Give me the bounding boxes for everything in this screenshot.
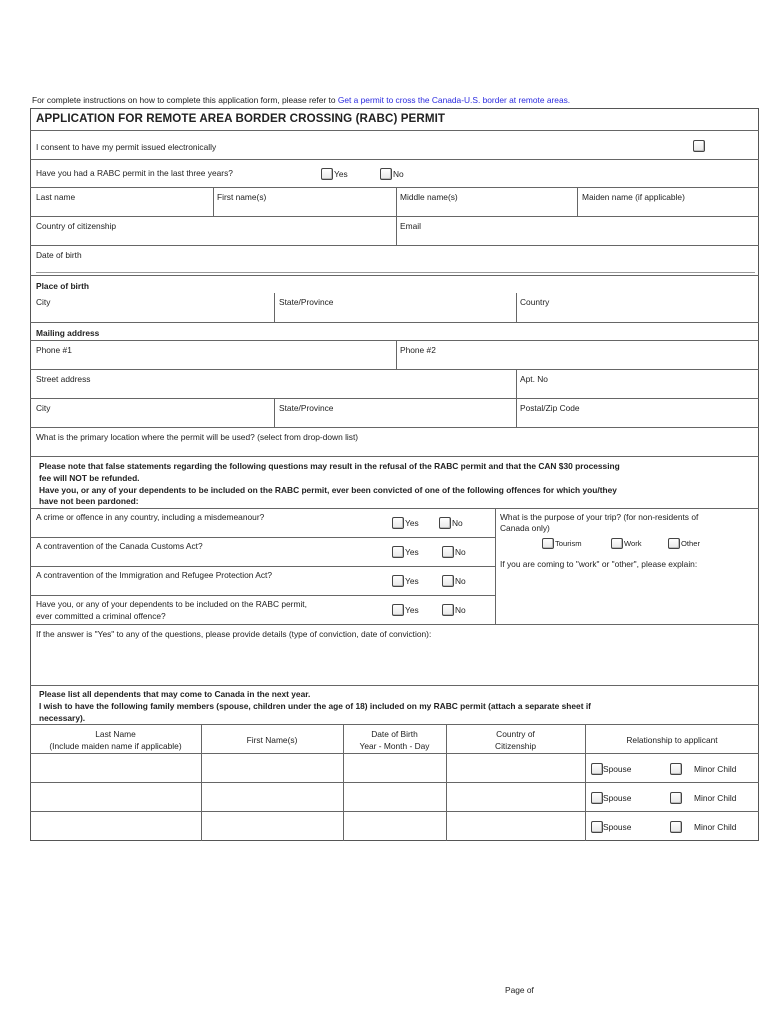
- crime-no-checkbox[interactable]: [439, 517, 451, 529]
- purpose-question-line1: What is the purpose of your trip? (for non-residents of: [500, 512, 699, 522]
- divider: [30, 130, 759, 131]
- warning-note-line4: have not been pardoned:: [39, 496, 139, 506]
- prior-permit-no-checkbox[interactable]: [380, 168, 392, 180]
- instructions-text: For complete instructions on how to complete this application form, please refer to: [32, 95, 338, 105]
- primary-location-label: What is the primary location where the permit will be used? (select from drop-down list): [36, 432, 359, 442]
- spouse-checkbox[interactable]: [591, 792, 603, 804]
- col-dob-line2: Year - Month - Day: [359, 741, 430, 751]
- tourism-label: Tourism: [555, 539, 582, 548]
- criminal-yes-checkbox[interactable]: [392, 604, 404, 616]
- criminal-yes-label: Yes: [405, 605, 419, 615]
- phone2-label: Phone #2: [400, 345, 436, 355]
- divider: [30, 340, 759, 341]
- warning-note-line3: Have you, or any of your dependents to be included on the RABC permit, ever been convicted of one of the following offences for which you/they: [39, 485, 617, 495]
- consent-label: I consent to have my permit issued electronically: [36, 142, 217, 152]
- birth-city-label: City: [36, 297, 51, 307]
- instructions-line: [32, 95, 570, 105]
- crime-question: A crime or offence in any country, including a misdemeanour?: [36, 512, 265, 522]
- customs-no-checkbox[interactable]: [442, 546, 454, 558]
- criminal-no-checkbox[interactable]: [442, 604, 454, 616]
- crime-no-label: No: [452, 518, 463, 528]
- first-names-label: First name(s): [217, 192, 267, 202]
- dob-underline: [36, 272, 755, 273]
- warning-note-line2: fee will NOT be refunded.: [39, 473, 140, 483]
- explain-label: If you are coming to "work" or "other", please explain:: [500, 559, 698, 569]
- dob-label: Date of birth: [36, 250, 82, 260]
- prior-permit-question: Have you had a RABC permit in the last three years?: [36, 168, 233, 178]
- divider: [30, 187, 759, 188]
- divider: [30, 216, 759, 217]
- col-last-name-line1: Last Name: [95, 729, 136, 739]
- minor-child-label: Minor Child: [694, 822, 737, 832]
- consent-checkbox[interactable]: [693, 140, 705, 152]
- maiden-name-label: Maiden name (if applicable): [582, 192, 685, 202]
- work-label: Work: [624, 539, 642, 548]
- immigration-yes-label: Yes: [405, 576, 419, 586]
- divider: [30, 456, 759, 457]
- immigration-no-checkbox[interactable]: [442, 575, 454, 587]
- divider: [30, 782, 759, 783]
- customs-yes-label: Yes: [405, 547, 419, 557]
- minor-child-label: Minor Child: [694, 793, 737, 803]
- spouse-checkbox[interactable]: [591, 763, 603, 775]
- divider: [30, 508, 759, 509]
- immigration-no-label: No: [455, 576, 466, 586]
- criminal-question-line2: ever committed a criminal offence?: [36, 611, 166, 621]
- minor-child-checkbox[interactable]: [670, 763, 682, 775]
- divider: [30, 811, 759, 812]
- divider: [30, 685, 759, 686]
- details-label: If the answer is "Yes" to any of the questions, please provide details (type of conviction, date of conviction):: [36, 629, 432, 639]
- customs-question: A contravention of the Canada Customs Act?: [36, 541, 203, 551]
- minor-child-checkbox[interactable]: [670, 821, 682, 833]
- col-country-line1: Country of: [496, 729, 535, 739]
- dependents-line2: I wish to have the following family members (spouse, children under the age of 18) included on my RABC permit (attach a separate sheet if: [39, 701, 591, 711]
- dependents-line3: necessary).: [39, 713, 86, 723]
- divider: [30, 322, 759, 323]
- divider: [30, 753, 759, 754]
- spouse-label: Spouse: [603, 793, 632, 803]
- apt-label: Apt. No: [520, 374, 548, 384]
- place-of-birth-heading: Place of birth: [36, 281, 90, 291]
- divider: [30, 245, 759, 246]
- purpose-question-line2: Canada only): [500, 523, 550, 533]
- email-label: Email: [400, 221, 421, 231]
- minor-child-label: Minor Child: [694, 764, 737, 774]
- divider: [30, 369, 759, 370]
- col-first-names: First Name(s): [246, 735, 298, 745]
- criminal-no-label: No: [455, 605, 466, 615]
- prior-permit-yes-label: Yes: [334, 169, 348, 179]
- divider: [30, 724, 759, 725]
- birth-state-label: State/Province: [279, 297, 334, 307]
- mailing-state-label: State/Province: [279, 403, 334, 413]
- col-relationship: Relationship to applicant: [626, 735, 718, 745]
- immigration-yes-checkbox[interactable]: [392, 575, 404, 587]
- tourism-checkbox[interactable]: [542, 538, 554, 549]
- spouse-label: Spouse: [603, 822, 632, 832]
- mailing-city-label: City: [36, 403, 51, 413]
- crime-yes-label: Yes: [405, 518, 419, 528]
- instructions-link[interactable]: Get a permit to cross the Canada-U.S. border at remote areas.: [337, 95, 571, 105]
- last-name-label: Last name: [36, 192, 76, 202]
- citizenship-label: Country of citizenship: [36, 221, 117, 231]
- other-checkbox[interactable]: [668, 538, 680, 549]
- postal-code-label: Postal/Zip Code: [520, 403, 580, 413]
- crime-yes-checkbox[interactable]: [392, 517, 404, 529]
- spouse-label: Spouse: [603, 764, 632, 774]
- other-label: Other: [681, 539, 700, 548]
- page-number: Page of: [505, 985, 534, 995]
- col-dob-line1: Date of Birth: [371, 729, 418, 739]
- divider: [30, 595, 495, 596]
- divider: [30, 566, 495, 567]
- spouse-checkbox[interactable]: [591, 821, 603, 833]
- divider: [30, 624, 759, 625]
- divider: [30, 159, 759, 160]
- street-label: Street address: [36, 374, 91, 384]
- form-title: APPLICATION FOR REMOTE AREA BORDER CROSSING (RABC) PERMIT: [36, 112, 446, 125]
- divider: [30, 398, 759, 399]
- customs-yes-checkbox[interactable]: [392, 546, 404, 558]
- divider: [30, 537, 495, 538]
- col-country-line2: Citizenship: [495, 741, 536, 751]
- dependents-line1: Please list all dependents that may come to Canada in the next year.: [39, 689, 311, 699]
- middle-names-label: Middle name(s): [400, 192, 458, 202]
- warning-note-line1: Please note that false statements regarding the following questions may result in the refusal of the RABC permit and that the CAN $30 processing: [39, 461, 620, 471]
- divider: [30, 427, 759, 428]
- immigration-question: A contravention of the Immigration and Refugee Protection Act?: [36, 570, 273, 580]
- criminal-question-line1: Have you, or any of your dependents to be included on the RABC permit,: [36, 599, 307, 609]
- birth-country-label: Country: [520, 297, 550, 307]
- mailing-address-heading: Mailing address: [36, 328, 100, 338]
- phone1-label: Phone #1: [36, 345, 72, 355]
- work-checkbox[interactable]: [611, 538, 623, 549]
- prior-permit-no-label: No: [393, 169, 404, 179]
- minor-child-checkbox[interactable]: [670, 792, 682, 804]
- divider: [30, 275, 759, 276]
- prior-permit-yes-checkbox[interactable]: [321, 168, 333, 180]
- customs-no-label: No: [455, 547, 466, 557]
- col-last-name-line2: (Include maiden name if applicable): [49, 741, 182, 751]
